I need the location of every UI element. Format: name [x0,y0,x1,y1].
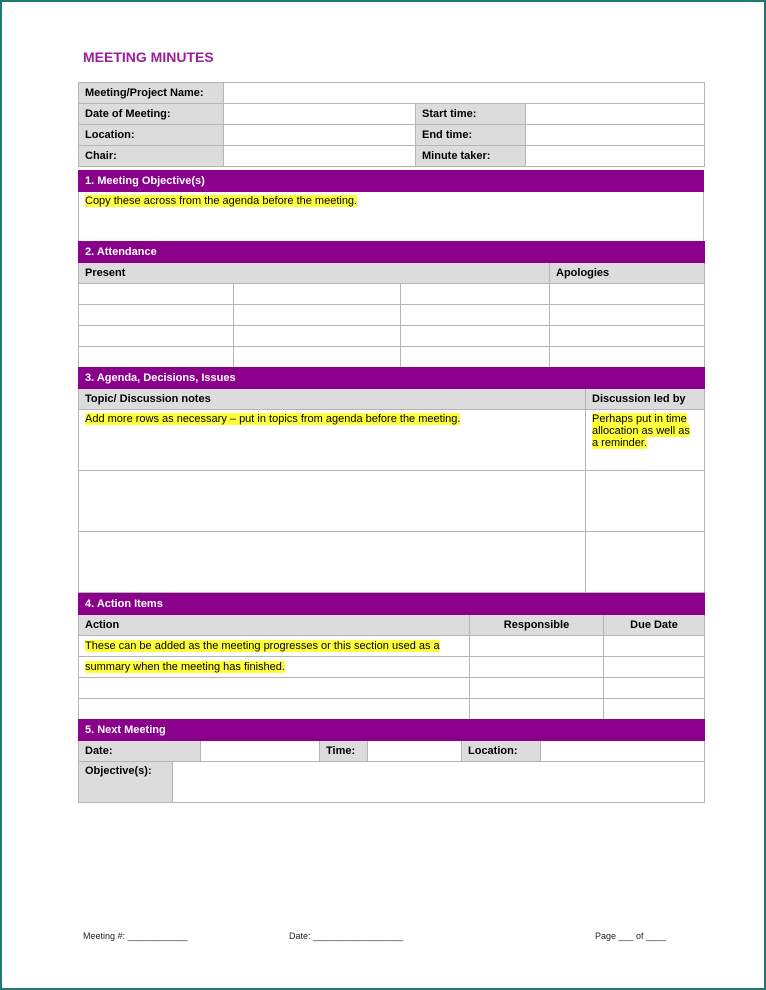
topic-field[interactable] [79,471,586,532]
led-by-note: Perhaps put in time allocation as well as a reminder. [592,413,690,449]
attendee-cell[interactable] [234,326,401,347]
action-field[interactable] [79,636,470,657]
attendance-heading: 2. Attendance [79,242,705,263]
location-field[interactable] [224,125,416,146]
attendee-cell[interactable] [234,305,401,326]
present-label: Present [79,263,550,284]
next-date-field[interactable] [201,741,320,762]
location-label: Location: [79,125,224,146]
action-field[interactable] [79,699,470,720]
action-items-section [78,593,704,720]
responsible-field[interactable] [470,678,604,699]
action-note-line2: summary when the meeting has finished. [85,661,285,673]
due-date-field[interactable] [604,636,705,657]
footer-page: Page ___ of ____ [595,931,667,941]
objective-section [78,170,704,242]
objective-note: Copy these across from the agenda before the meeting. [85,195,358,207]
date-of-meeting-field[interactable] [224,104,416,125]
apology-cell[interactable] [550,305,705,326]
chair-field[interactable] [224,146,416,167]
action-note-line1: These can be added as the meeting progresses or this section used as a [85,640,440,652]
responsible-field[interactable] [470,657,604,678]
led-by-field[interactable] [586,471,705,532]
attendee-cell[interactable] [401,347,550,368]
end-time-field[interactable] [526,125,705,146]
next-location-field[interactable] [541,741,705,762]
attendance-section [78,241,704,368]
apology-cell[interactable] [550,347,705,368]
objective-heading: 1. Meeting Objective(s) [79,171,704,192]
meeting-header-table [78,82,704,167]
start-time-field[interactable] [526,104,705,125]
apology-cell[interactable] [550,284,705,305]
next-date-label: Date: [79,741,201,762]
due-date-field[interactable] [604,657,705,678]
attendee-cell[interactable] [234,284,401,305]
objective-field[interactable] [79,192,704,242]
footer-date: Date: __________________ [289,931,404,941]
attendee-cell[interactable] [79,326,234,347]
due-date-field[interactable] [604,699,705,720]
action-items-heading: 4. Action Items [79,594,705,615]
responsible-field[interactable] [470,699,604,720]
footer-meeting-number: Meeting #: ____________ [83,931,188,941]
agenda-note: Add more rows as necessary – put in topics from agenda before the meeting. [85,413,461,425]
topic-field[interactable] [79,410,586,471]
start-time-label: Start time: [416,104,526,125]
next-objective-field[interactable] [173,762,705,803]
page-title: MEETING MINUTES [83,49,214,65]
attendee-cell[interactable] [401,284,550,305]
action-label: Action [79,615,470,636]
topic-label: Topic/ Discussion notes [79,389,586,410]
next-time-field[interactable] [368,741,462,762]
agenda-heading: 3. Agenda, Decisions, Issues [79,368,705,389]
project-name-field[interactable] [224,83,705,104]
attendee-cell[interactable] [79,305,234,326]
led-by-field[interactable] [586,532,705,593]
due-date-field[interactable] [604,678,705,699]
apologies-label: Apologies [550,263,705,284]
apology-cell[interactable] [550,326,705,347]
attendee-cell[interactable] [79,284,234,305]
next-location-label: Location: [462,741,541,762]
project-name-label: Meeting/Project Name: [79,83,224,104]
responsible-field[interactable] [470,636,604,657]
action-field[interactable] [79,657,470,678]
next-objective-label: Objective(s): [79,762,173,803]
chair-label: Chair: [79,146,224,167]
action-field[interactable] [79,678,470,699]
attendee-cell[interactable] [401,305,550,326]
discussion-led-label: Discussion led by [586,389,705,410]
date-of-meeting-label: Date of Meeting: [79,104,224,125]
next-time-label: Time: [320,741,368,762]
topic-field[interactable] [79,532,586,593]
attendee-cell[interactable] [79,347,234,368]
led-by-field[interactable] [586,410,705,471]
end-time-label: End time: [416,125,526,146]
responsible-label: Responsible [470,615,604,636]
next-meeting-section [78,719,704,803]
attendee-cell[interactable] [234,347,401,368]
next-meeting-heading: 5. Next Meeting [79,720,705,741]
due-date-label: Due Date [604,615,705,636]
minute-taker-field[interactable] [526,146,705,167]
attendee-cell[interactable] [401,326,550,347]
agenda-section [78,367,704,593]
minute-taker-label: Minute taker: [416,146,526,167]
